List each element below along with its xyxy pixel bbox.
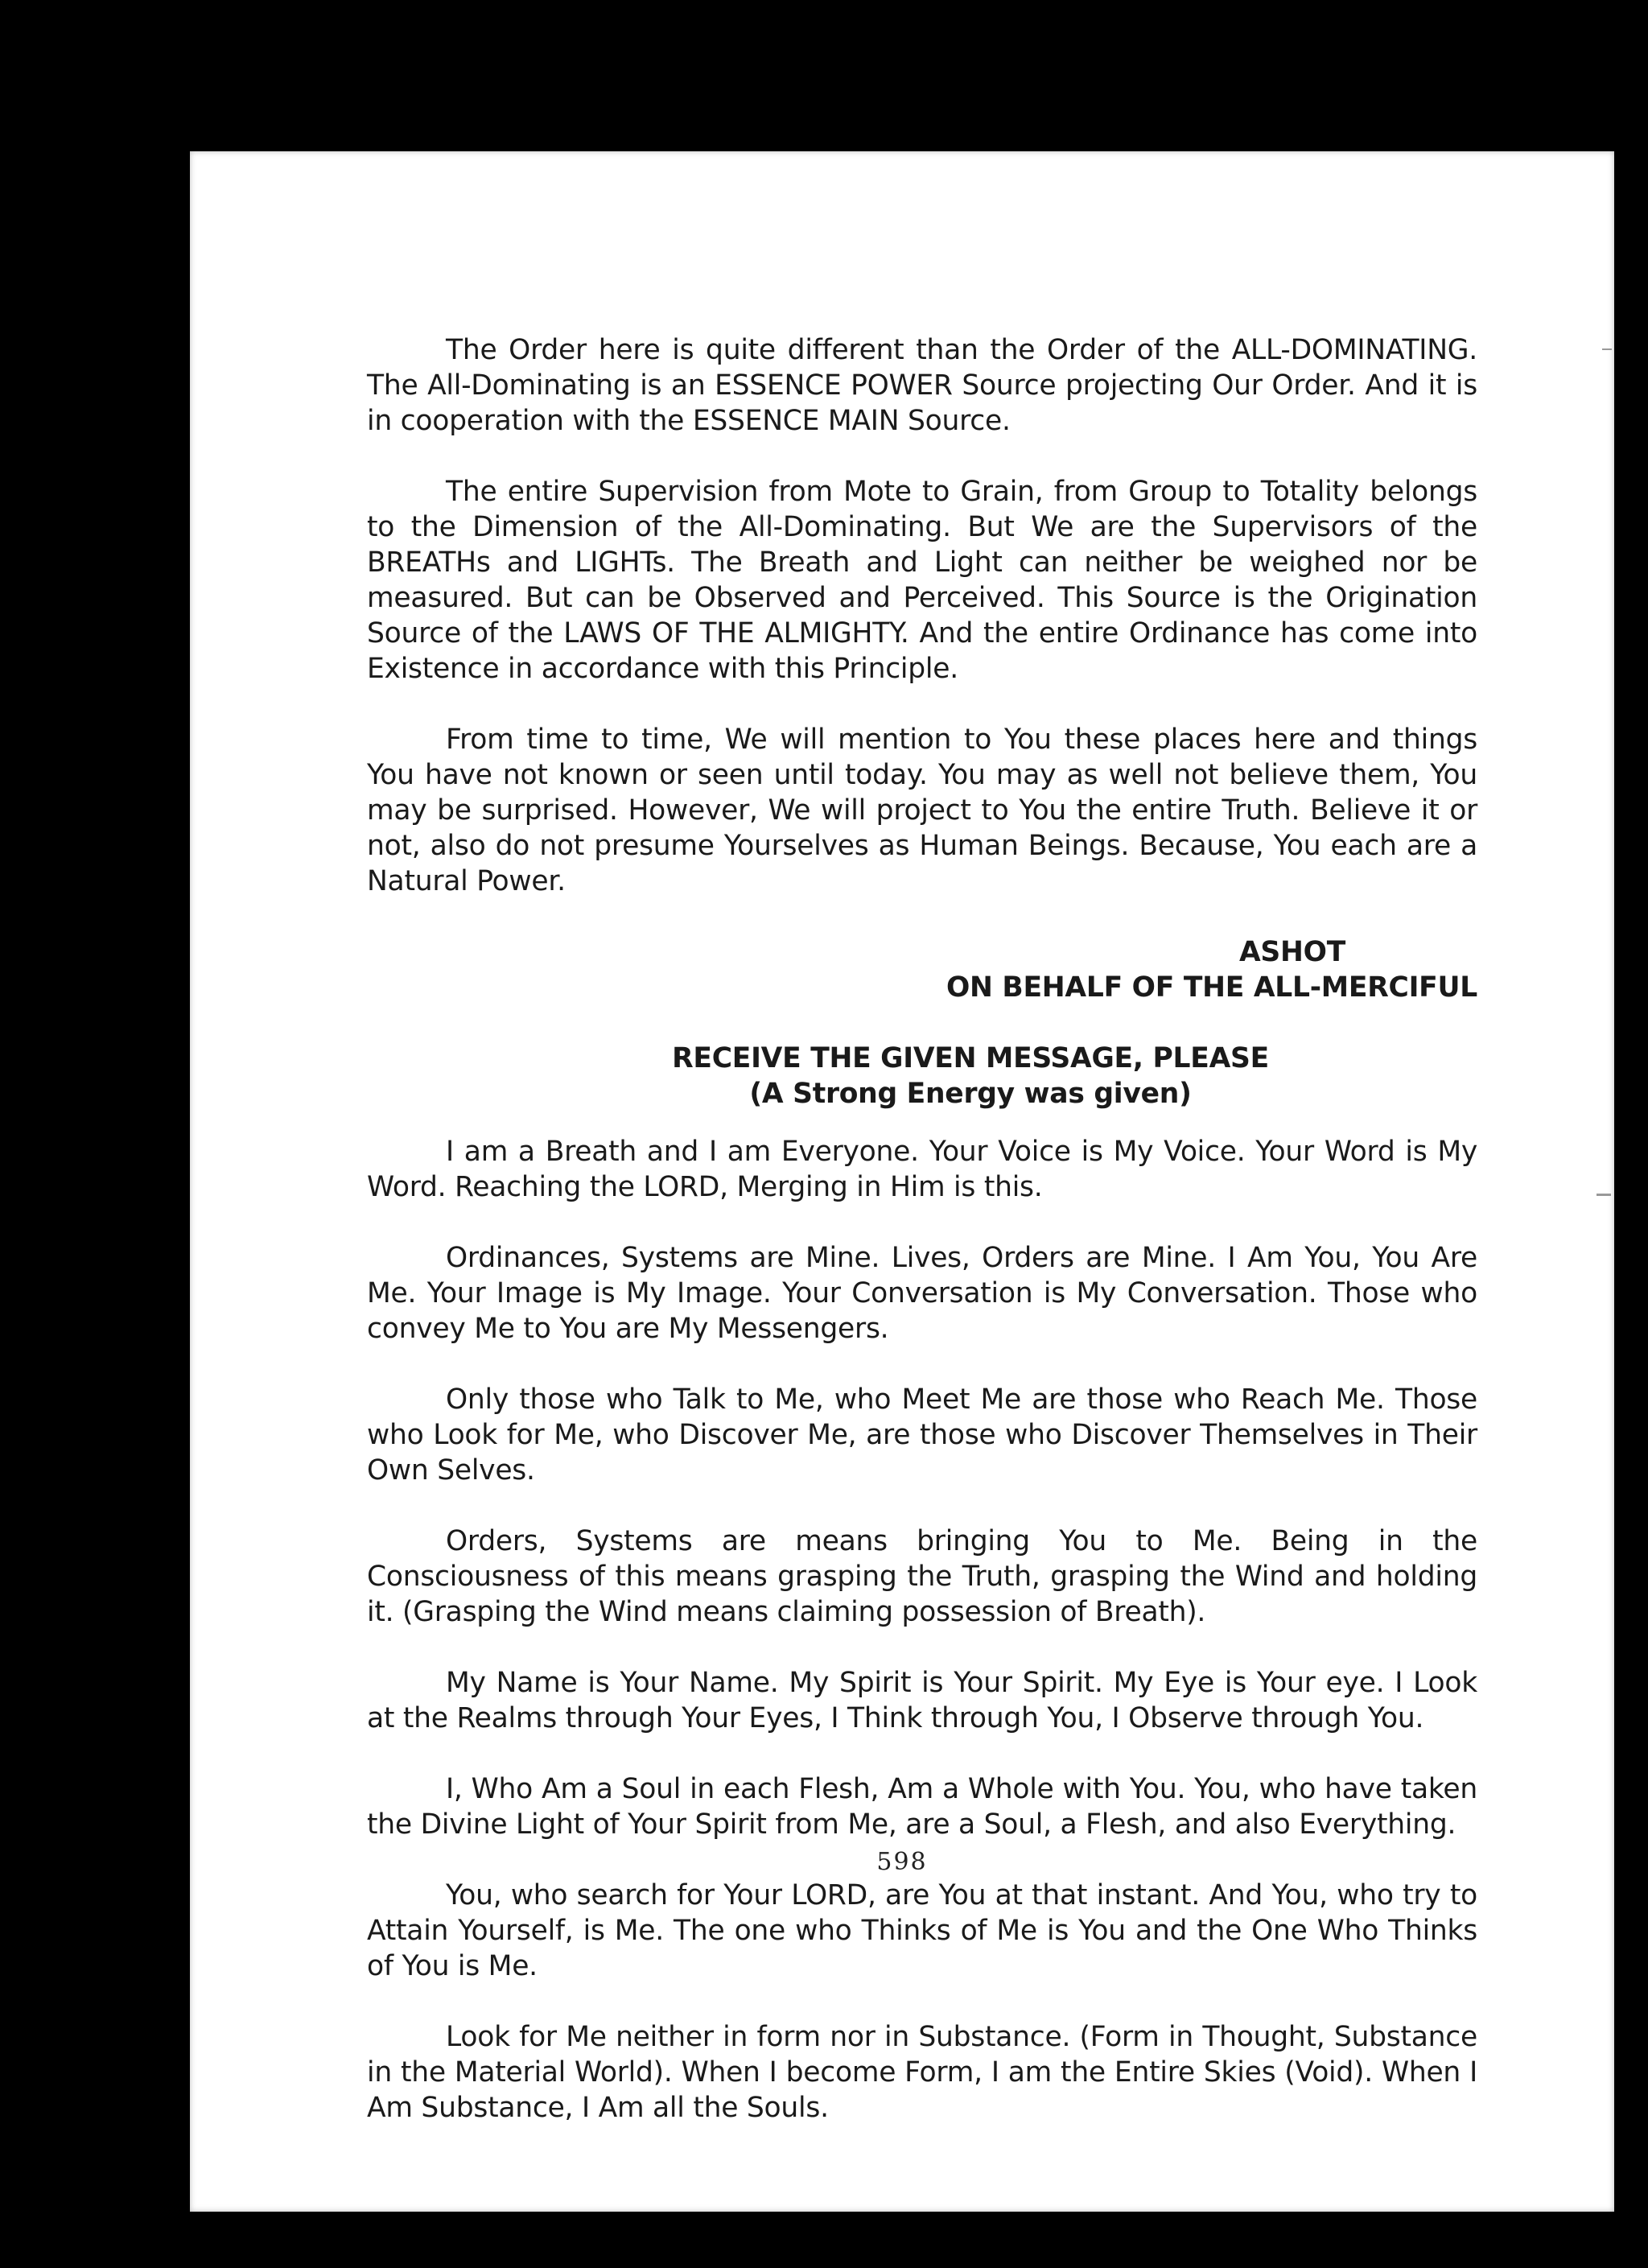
paragraph: Orders, Systems are means bringing You to Me. Being in the Consciousness of this means grasping the Truth, grasping the Wind and holding it. (Grasping the Wind means claiming possession of Breath).	[367, 1525, 1477, 1628]
signature-block	[367, 934, 1477, 1005]
paragraph: From time to time, We will mention to You these places here and things You have not known or seen until today. You may as well not believe them, You may be surprised. However, We will project to You the entire Truth. Believe it or not, also do not presume Yourselves as Human Beings. Because, You each are a Natural Power.	[367, 724, 1477, 897]
paragraph: Ordinances, Systems are Mine. Lives, Orders are Mine. I Am You, You Are Me. Your Image is My Image. Your Conversation is My Conversation. Those who convey Me to You are My Messengers.	[367, 1242, 1477, 1345]
paragraph: The Order here is quite different than the Order of the ALL-DOMINATING. The All-Dominating is an ESSENCE POWER Source projecting Our Order. And it is in cooperation with the ESSENCE MAIN Source.	[367, 334, 1477, 437]
page-number: 598	[876, 1848, 928, 1876]
margin-mark	[1602, 348, 1612, 350]
margin-mark	[1596, 1194, 1611, 1196]
heading-subtitle: (A Strong Energy was given)	[749, 1078, 1192, 1110]
paragraph: My Name is Your Name. My Spirit is Your Spirit. My Eye is Your eye. I Look at the Realms through Your Eyes, I Think through You, I Observe through You.	[367, 1667, 1477, 1734]
signature-name: ASHOT	[1238, 936, 1345, 968]
paragraph: I, Who Am a Soul in each Flesh, Am a Whole with You. You, who have taken the Divine Light of Your Spirit from Me, are a Soul, a Flesh, and also Everything.	[367, 1773, 1477, 1841]
paragraph: You, who search for Your LORD, are You at that instant. And You, who try to Attain Yourself, is Me. The one who Thinks of Me is You and the One Who Thinks of You is Me.	[367, 1879, 1477, 1982]
document-page	[190, 151, 1614, 2212]
message-heading	[367, 1041, 1477, 1111]
paragraph: The entire Supervision from Mote to Grain, from Group to Totality belongs to the Dimension of the All-Dominating. But We are the Supervisors of the BREATHs and LIGHTs. The Breath and Light can neither be weighed nor be measured. But can be Observed and Perceived. This Source is the Origination Source of the LAWS OF THE ALMIGHTY. And the entire Ordinance has come into Existence in accordance with this Principle.	[367, 476, 1477, 685]
signature-title: ON BEHALF OF THE ALL-MERCIFUL	[946, 971, 1477, 1004]
heading-title: RECEIVE THE GIVEN MESSAGE, PLEASE	[672, 1042, 1269, 1074]
paragraph: Only those who Talk to Me, who Meet Me are those who Reach Me. Those who Look for Me, who Discover Me, are those who Discover Themselves in Their Own Selves.	[367, 1383, 1477, 1487]
paragraph: I am a Breath and I am Everyone. Your Voice is My Voice. Your Word is My Word. Reaching the LORD, Merging in Him is this.	[367, 1136, 1477, 1203]
paragraph: Look for Me neither in form nor in Substance. (Form in Thought, Substance in the Material World). When I become Form, I am the Entire Skies (Void). When I Am Substance, I Am all the Souls.	[367, 2021, 1477, 2124]
